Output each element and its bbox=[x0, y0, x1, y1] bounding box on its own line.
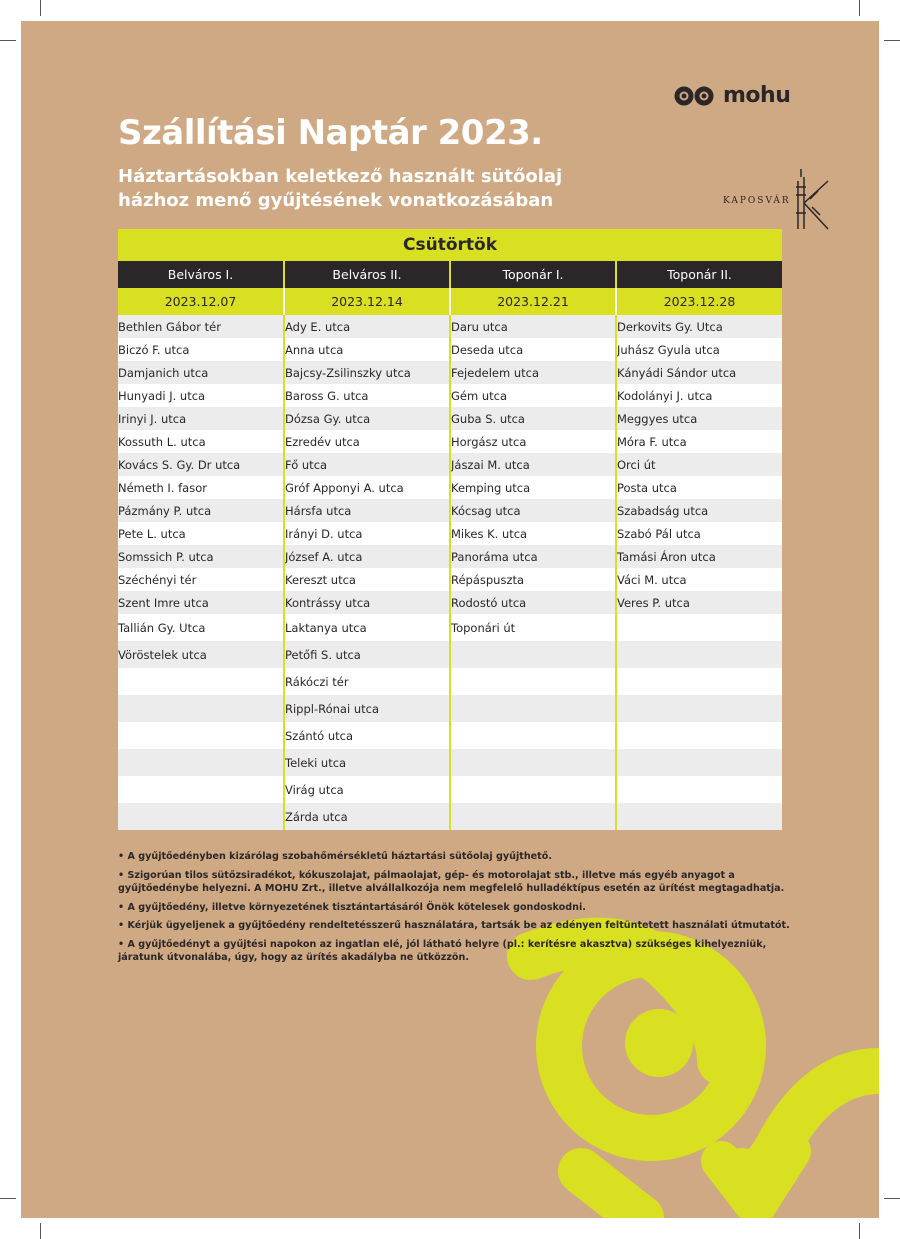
street-cell: Pázmány P. utca bbox=[118, 499, 284, 522]
crop-mark bbox=[884, 1198, 900, 1199]
street-cell bbox=[450, 641, 616, 668]
brand-name: mohu bbox=[723, 83, 791, 108]
street-cell: Répáspuszta bbox=[450, 568, 616, 591]
street-cell: Váci M. utca bbox=[616, 568, 782, 591]
street-cell: Mikes K. utca bbox=[450, 522, 616, 545]
crop-mark bbox=[0, 1198, 16, 1199]
crop-mark bbox=[0, 40, 16, 41]
street-cell bbox=[616, 776, 782, 803]
table-row bbox=[118, 338, 782, 361]
area-header: Toponár II. bbox=[616, 261, 782, 288]
street-cell: Virág utca bbox=[284, 776, 450, 803]
street-cell: Tallián Gy. Utca bbox=[118, 614, 284, 641]
city-name: KAPOSVÁR bbox=[723, 196, 791, 206]
note-item: • Kérjük ügyeljenek a gyűjtőedény rendeltetésszerű használatára, tartsák be az edényen feltüntetett használati útmutatót. bbox=[118, 920, 790, 931]
street-cell: Jászai M. utca bbox=[450, 453, 616, 476]
street-cell: Teleki utca bbox=[284, 749, 450, 776]
table-row bbox=[118, 749, 782, 776]
street-cell bbox=[450, 776, 616, 803]
street-cell bbox=[450, 722, 616, 749]
table-row bbox=[118, 384, 782, 407]
street-cell: Kereszt utca bbox=[284, 568, 450, 591]
street-cell bbox=[118, 722, 284, 749]
page-title: Szállítási Naptár 2023. bbox=[118, 113, 543, 153]
table-row bbox=[118, 453, 782, 476]
collection-date: 2023.12.14 bbox=[284, 288, 450, 315]
street-cell bbox=[450, 695, 616, 722]
table-row bbox=[118, 545, 782, 568]
crop-mark bbox=[40, 0, 41, 16]
page-subtitle bbox=[118, 165, 658, 213]
street-cell bbox=[118, 776, 284, 803]
table-row bbox=[118, 614, 782, 641]
street-cell bbox=[118, 668, 284, 695]
street-cell: Bajcsy-Zsilinszky utca bbox=[284, 361, 450, 384]
street-cell: Somssich P. utca bbox=[118, 545, 284, 568]
street-cell: Kemping utca bbox=[450, 476, 616, 499]
street-cell: Meggyes utca bbox=[616, 407, 782, 430]
table-row bbox=[118, 476, 782, 499]
street-cell: Posta utca bbox=[616, 476, 782, 499]
table-row bbox=[118, 591, 782, 614]
area-header: Belváros II. bbox=[284, 261, 450, 288]
street-cell: Bethlen Gábor tér bbox=[118, 315, 284, 338]
street-cell: Kócsag utca bbox=[450, 499, 616, 522]
street-cell: Orci út bbox=[616, 453, 782, 476]
street-cell: Kontrássy utca bbox=[284, 591, 450, 614]
street-cell: Anna utca bbox=[284, 338, 450, 361]
street-cell: Széchényi tér bbox=[118, 568, 284, 591]
street-cell: Fejedelem utca bbox=[450, 361, 616, 384]
street-cell: Dózsa Gy. utca bbox=[284, 407, 450, 430]
street-cell: Szabadság utca bbox=[616, 499, 782, 522]
flyer-sheet bbox=[21, 21, 879, 1218]
street-cell bbox=[118, 695, 284, 722]
kaposvar-k-icon bbox=[788, 169, 834, 231]
street-cell: Kossuth L. utca bbox=[118, 430, 284, 453]
street-cell: Gróf Apponyi A. utca bbox=[284, 476, 450, 499]
note-item: • Szigorúan tilos sütőzsiradékot, kókuszolajat, pálmaolajat, gép- és motorolajat stb., illetve más egyéb anyagot a gyűjtőedénybe helyezni. A MOHU Zrt., illetve alvállalkozója nem megfelelő hulladéktípus esetén az ürítést megtagadhatja. bbox=[118, 869, 785, 894]
street-cell: Irányi D. utca bbox=[284, 522, 450, 545]
street-cell: Németh I. fasor bbox=[118, 476, 284, 499]
street-cell: Szántó utca bbox=[284, 722, 450, 749]
notes-block bbox=[118, 850, 798, 970]
note-item: • A gyűjtőedény, illetve környezetének tisztántartásáról Önök kötelesek gondoskodni. bbox=[118, 901, 586, 913]
street-cell bbox=[616, 641, 782, 668]
subtitle-line: Háztartásokban keletkező használt sütőolaj bbox=[118, 166, 563, 187]
table-row bbox=[118, 499, 782, 522]
street-cell: Kovács S. Gy. Dr utca bbox=[118, 453, 284, 476]
table-row bbox=[118, 315, 782, 338]
day-header: Csütörtök bbox=[118, 229, 782, 261]
street-cell: Szent Imre utca bbox=[118, 591, 284, 614]
table-row bbox=[118, 522, 782, 545]
note-item: • A gyűjtőedényt a gyűjtési napokon az ingatlan elé, jól látható helyre (pl.: kerítésre akasztva) szükséges kihelyezniük, járatunk útvonalába, úgy, hogy az ürítés akadályba ne ütközzön. bbox=[118, 938, 767, 963]
street-cell: Biczó F. utca bbox=[118, 338, 284, 361]
collection-date: 2023.12.21 bbox=[450, 288, 616, 315]
street-cell bbox=[450, 803, 616, 830]
street-cell: Laktanya utca bbox=[284, 614, 450, 641]
area-header: Toponár I. bbox=[450, 261, 616, 288]
street-cell: Juhász Gyula utca bbox=[616, 338, 782, 361]
street-list bbox=[118, 315, 782, 830]
street-cell: Vöröstelek utca bbox=[118, 641, 284, 668]
mohu-infinity-icon bbox=[673, 84, 715, 108]
street-cell: Kodolányi J. utca bbox=[616, 384, 782, 407]
street-cell: Irinyi J. utca bbox=[118, 407, 284, 430]
street-cell: Pete L. utca bbox=[118, 522, 284, 545]
table-row bbox=[118, 361, 782, 384]
street-cell bbox=[616, 803, 782, 830]
street-cell: Veres P. utca bbox=[616, 591, 782, 614]
street-cell: Deseda utca bbox=[450, 338, 616, 361]
crop-mark bbox=[40, 1223, 41, 1239]
crop-mark bbox=[859, 0, 860, 16]
street-cell: Toponári út bbox=[450, 614, 616, 641]
street-cell: Fő utca bbox=[284, 453, 450, 476]
street-cell bbox=[450, 668, 616, 695]
table-row bbox=[118, 430, 782, 453]
street-cell bbox=[616, 749, 782, 776]
street-cell: Daru utca bbox=[450, 315, 616, 338]
street-cell bbox=[616, 695, 782, 722]
street-cell bbox=[118, 803, 284, 830]
table-row bbox=[118, 568, 782, 591]
street-cell bbox=[616, 722, 782, 749]
street-cell: Horgász utca bbox=[450, 430, 616, 453]
street-cell: Rodostó utca bbox=[450, 591, 616, 614]
street-cell: Guba S. utca bbox=[450, 407, 616, 430]
crop-mark bbox=[859, 1223, 860, 1239]
table-row bbox=[118, 695, 782, 722]
street-cell: Gém utca bbox=[450, 384, 616, 407]
street-cell: Petőfi S. utca bbox=[284, 641, 450, 668]
subtitle-line: házhoz menő gyűjtésének vonatkozásában bbox=[118, 190, 554, 211]
street-cell bbox=[616, 668, 782, 695]
table-row bbox=[118, 641, 782, 668]
street-cell bbox=[450, 749, 616, 776]
street-cell: Baross G. utca bbox=[284, 384, 450, 407]
table-row bbox=[118, 776, 782, 803]
collection-date: 2023.12.07 bbox=[118, 288, 284, 315]
collection-date: 2023.12.28 bbox=[616, 288, 782, 315]
street-cell: Móra F. utca bbox=[616, 430, 782, 453]
street-cell: Hársfa utca bbox=[284, 499, 450, 522]
mohu-logo bbox=[673, 83, 790, 108]
street-cell: Ady E. utca bbox=[284, 315, 450, 338]
street-cell: Szabó Pál utca bbox=[616, 522, 782, 545]
street-cell: Zárda utca bbox=[284, 803, 450, 830]
street-cell: Kányádi Sándor utca bbox=[616, 361, 782, 384]
street-cell bbox=[118, 749, 284, 776]
table-row bbox=[118, 803, 782, 830]
table-row bbox=[118, 668, 782, 695]
street-cell: Panoráma utca bbox=[450, 545, 616, 568]
area-header: Belváros I. bbox=[118, 261, 284, 288]
street-cell: Tamási Áron utca bbox=[616, 545, 782, 568]
street-cell bbox=[616, 614, 782, 641]
street-cell: József A. utca bbox=[284, 545, 450, 568]
table-row bbox=[118, 722, 782, 749]
street-cell: Rákóczi tér bbox=[284, 668, 450, 695]
street-cell: Damjanich utca bbox=[118, 361, 284, 384]
note-item: • A gyűjtőedényben kizárólag szobahőmérsékletű háztartási sütőolaj gyűjthető. bbox=[118, 851, 552, 862]
crop-mark bbox=[884, 40, 900, 41]
street-cell: Ezredév utca bbox=[284, 430, 450, 453]
schedule-table bbox=[118, 229, 782, 830]
table-row bbox=[118, 407, 782, 430]
street-cell: Derkovits Gy. Utca bbox=[616, 315, 782, 338]
street-cell: Hunyadi J. utca bbox=[118, 384, 284, 407]
street-cell: Rippl-Rónai utca bbox=[284, 695, 450, 722]
